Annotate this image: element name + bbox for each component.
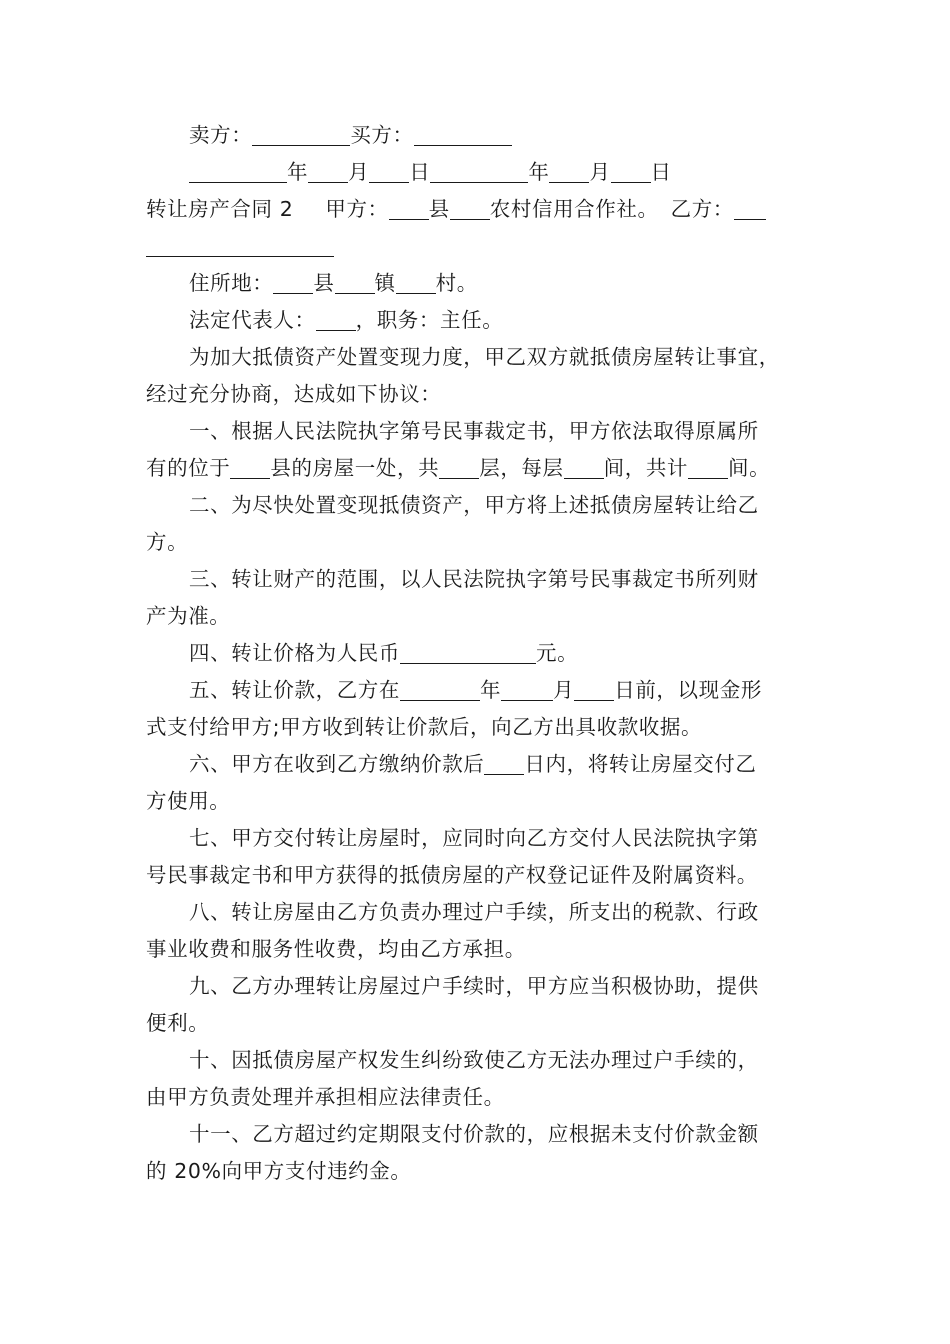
clause-5-text-a: 五、转让价款，乙方在 xyxy=(189,678,400,702)
clause-1-text-c: 层，每层 xyxy=(479,456,564,480)
date-line xyxy=(146,154,810,191)
intro-line-2: 经过充分协商，达成如下协议： xyxy=(146,382,442,406)
clause-11-line-2: 的 20%向甲方支付违约金。 xyxy=(146,1159,412,1183)
clause-6-line-1 xyxy=(146,746,810,783)
day-blank-2 xyxy=(611,160,651,183)
month-label: 月 xyxy=(348,160,370,184)
buyer-blank xyxy=(414,123,512,146)
clause-7-line-2: 号民事裁定书和甲方获得的抵债房屋的产权登记证件及附属资料。 xyxy=(146,863,758,887)
clause-9-line-2: 便利。 xyxy=(146,1011,210,1035)
clause-2-line-1: 二、为尽快处置变现抵债资产，甲方将上述抵债房屋转让给乙 xyxy=(189,493,759,517)
clause-5-year: 年 xyxy=(480,678,502,702)
delivery-days-blank xyxy=(484,752,524,775)
rep-position: ，职务：主任。 xyxy=(355,308,504,332)
contract-title: 转让房产合同 2 xyxy=(146,197,294,221)
clause-7-line-1: 七、甲方交付转让房屋时，应同时向乙方交付人民法院执字第 xyxy=(189,826,759,850)
payment-month-blank xyxy=(501,678,553,701)
clause-2-line-2: 方。 xyxy=(146,530,189,554)
party-b-blank-line xyxy=(146,228,810,265)
clause-3-line-1: 三、转让财产的范围，以人民法院执字第号民事裁定书所列财 xyxy=(189,567,759,591)
year-label-2: 年 xyxy=(528,160,550,184)
address-village: 村。 xyxy=(435,271,478,295)
price-blank xyxy=(400,641,536,664)
clause-8-line-1: 八、转让房屋由乙方负责办理过户手续，所支出的税款、行政 xyxy=(189,900,759,924)
address-county: 县 xyxy=(313,271,335,295)
address-town-blank xyxy=(335,271,375,294)
day-blank xyxy=(369,160,409,183)
clause-10-line-2: 由甲方负责处理并承担相应法律责任。 xyxy=(146,1085,505,1109)
clause-1-line-1: 一、根据人民法院执字第号民事裁定书，甲方依法取得原属所 xyxy=(189,419,759,443)
seller-buyer-line xyxy=(146,117,810,154)
address-county-blank xyxy=(273,271,313,294)
clause-11-line-1: 十一、乙方超过约定期限支付价款的，应根据未支付价款金额 xyxy=(189,1122,759,1146)
clause-1-county-blank xyxy=(230,456,270,479)
seller-label: 卖方： xyxy=(189,123,253,147)
address-label: 住所地： xyxy=(189,271,274,295)
rep-blank xyxy=(316,308,356,331)
county-label: 县 xyxy=(428,197,450,221)
clause-1-text-e: 间。 xyxy=(728,456,771,480)
title-party-line xyxy=(146,191,810,228)
clause-5-line-2: 式支付给甲方;甲方收到转让价款后，向乙方出具收款收据。 xyxy=(146,715,703,739)
clause-5-text-d: 日前，以现金形 xyxy=(614,678,762,702)
payment-day-blank xyxy=(574,678,614,701)
clause-1-line-2 xyxy=(146,450,810,487)
clause-5-line-1 xyxy=(146,672,810,709)
clause-6-line-2: 方使用。 xyxy=(146,789,231,813)
party-b-blank xyxy=(734,197,766,220)
month-blank xyxy=(308,160,348,183)
clause-5-month: 月 xyxy=(553,678,575,702)
contract-body xyxy=(146,117,810,1190)
clause-1-rooms-blank xyxy=(564,456,604,479)
seller-blank xyxy=(252,123,350,146)
month-label-2: 月 xyxy=(589,160,611,184)
party-b-label: 乙方： xyxy=(670,197,734,221)
party-b-blank-continued xyxy=(146,234,334,257)
representative-line xyxy=(146,302,810,339)
clause-4-text-b: 元。 xyxy=(536,641,579,665)
address-village-blank xyxy=(396,271,436,294)
buyer-label: 买方： xyxy=(350,123,414,147)
party-a-label: 甲方： xyxy=(325,197,389,221)
party-a-name-blank xyxy=(450,197,490,220)
payment-year-blank xyxy=(400,678,480,701)
clause-10-line-1: 十、因抵债房屋产权发生纠纷致使乙方无法办理过户手续的， xyxy=(189,1048,759,1072)
party-a-suffix: 农村信用合作社。 xyxy=(489,197,659,221)
clause-1-text-a: 有的位于 xyxy=(146,456,231,480)
address-line xyxy=(146,265,810,302)
party-a-county-blank xyxy=(389,197,429,220)
day-label-2: 日 xyxy=(650,160,672,184)
clause-9-line-1: 九、乙方办理转让房屋过户手续时，甲方应当积极协助，提供 xyxy=(189,974,759,998)
clause-6-text-a: 六、甲方在收到乙方缴纳价款后 xyxy=(189,752,485,776)
day-label: 日 xyxy=(409,160,431,184)
year-blank-2 xyxy=(430,160,528,183)
clause-3-line-2: 产为准。 xyxy=(146,604,231,628)
clause-1-floors-blank xyxy=(439,456,479,479)
year-label: 年 xyxy=(287,160,309,184)
rep-label: 法定代表人： xyxy=(189,308,316,332)
clause-4-line xyxy=(146,635,810,672)
clause-4-text-a: 四、转让价格为人民币 xyxy=(189,641,400,665)
year-blank xyxy=(189,160,287,183)
clause-1-total-blank xyxy=(688,456,728,479)
address-town: 镇 xyxy=(374,271,396,295)
month-blank-2 xyxy=(549,160,589,183)
clause-1-text-b: 县的房屋一处，共 xyxy=(270,456,440,480)
clause-1-text-d: 间，共计 xyxy=(603,456,689,480)
clause-8-line-2: 事业收费和服务性收费，均由乙方承担。 xyxy=(146,937,526,961)
intro-line-1: 为加大抵债资产处置变现力度，甲乙双方就抵债房屋转让事宜， xyxy=(189,345,780,369)
clause-6-text-b: 日内，将转让房屋交付乙 xyxy=(524,752,757,776)
